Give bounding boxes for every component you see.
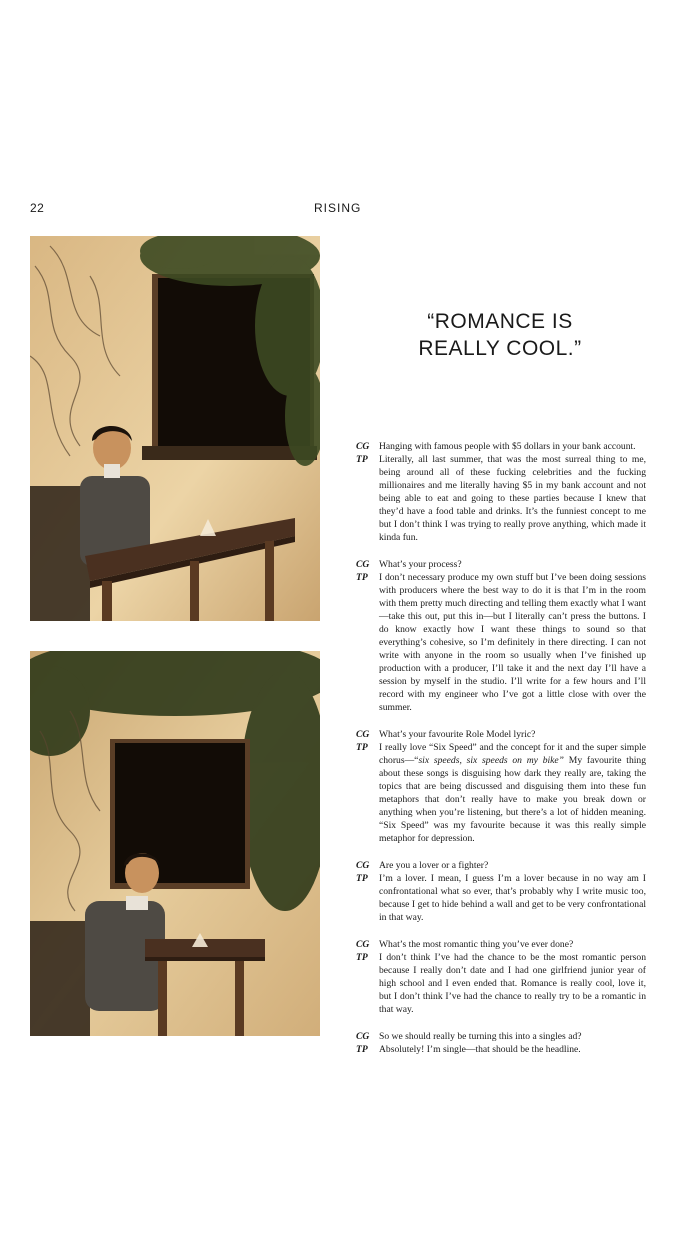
qa-block-4: [356, 859, 646, 924]
speaker-cg: CG: [356, 1031, 370, 1042]
question: What’s the most romantic thing you’ve ever done?: [379, 939, 574, 950]
answer: Absolutely! I’m single—that should be the headline.: [379, 1044, 581, 1055]
answer: I’m a lover. I mean, I guess I’m a lover because in no way am I confrontational what so ever, that’s probably why I write music too, because I get to hide behind a wall and get to be very confrontational in that way.: [379, 873, 646, 923]
speaker-tp: TP: [356, 572, 368, 583]
photo-man-at-table-2: [30, 651, 320, 1036]
answer: I don’t necessary produce my own stuff but I’ve been doing sessions with producers where the best way to do it is that I’m in the room with them pretty much directing and telling them exactly what I want—take this out, put this in—but I literally can’t press the buttons. I do know exactly how I want these things to sound so that everything’s cohesive, so I’m definitely in there directing. I can not write with anyone in the room so usually when I’ve finished up production with a producer, I’ll take it and the next day I’ll have a session by myself in the studio. I’ll write for a few hours and I’ll record with my engineer who I’ve got a little close with over the summer.: [379, 572, 646, 713]
answer: Literally, all last summer, that was the most surreal thing to me, being around all of these fucking celebrities and the fucking millionaires and me literally having $5 in my bank account and not being able to eat and going to these parties because I knew that they’d have a food table and drinks. It’s the funniest concept to me but I don’t think I was trying to really prove anything, which made it kinda fun.: [379, 454, 646, 543]
question: So we should really be turning this into a singles ad?: [379, 1031, 582, 1042]
answer: I don’t think I’ve had the chance to be the most romantic person because I really don’t date and I had one girlfriend junior year of high school and I even ended that. Romance is really cool, love it, but I don’t think I’ve had the chance to really try to be a romantic in that way.: [379, 952, 646, 1015]
speaker-cg: CG: [356, 939, 370, 950]
question: What’s your favourite Role Model lyric?: [379, 729, 536, 740]
speaker-cg: CG: [356, 729, 370, 740]
interview-text: [356, 440, 646, 1070]
qa-block-6: [356, 1030, 646, 1056]
answer: [379, 741, 646, 845]
speaker-tp: TP: [356, 1044, 368, 1055]
page-number: 22: [30, 201, 45, 215]
speaker-cg: CG: [356, 441, 370, 452]
question: Hanging with famous people with $5 dollars in your bank account.: [379, 441, 636, 452]
pull-quote-line-2: REALLY COOL.”: [418, 337, 582, 360]
speaker-cg: CG: [356, 559, 370, 570]
speaker-tp: TP: [356, 952, 368, 963]
answer-part: I really love “Six Speed” and the concept for it and the super simple chorus—“: [379, 742, 646, 766]
qa-block-1: [356, 440, 646, 544]
speaker-tp: TP: [356, 454, 368, 465]
pull-quote-line-1: “ROMANCE IS: [427, 310, 573, 333]
answer-part: My favourite thing about these songs is disguising how dark they really are, taking the topics that are being discussed and disguising them into these fun metaphors that don’t really have to make you break down or anything when you’re listening, but there’s a lot of hidden meaning. “Six Speed” was my favourite because it was this really simple metaphor for depression.: [379, 755, 646, 844]
section-title: RISING: [314, 201, 362, 215]
question: What’s your process?: [379, 559, 462, 570]
qa-block-3: [356, 728, 646, 845]
speaker-tp: TP: [356, 742, 368, 753]
pull-quote: [400, 308, 600, 362]
lyric-quote: six speeds, six speeds on my bike”: [418, 755, 565, 766]
photo-man-at-table-1: [30, 236, 320, 621]
qa-block-2: [356, 558, 646, 714]
speaker-tp: TP: [356, 873, 368, 884]
speaker-cg: CG: [356, 860, 370, 871]
question: Are you a lover or a fighter?: [379, 860, 489, 871]
qa-block-5: [356, 938, 646, 1016]
